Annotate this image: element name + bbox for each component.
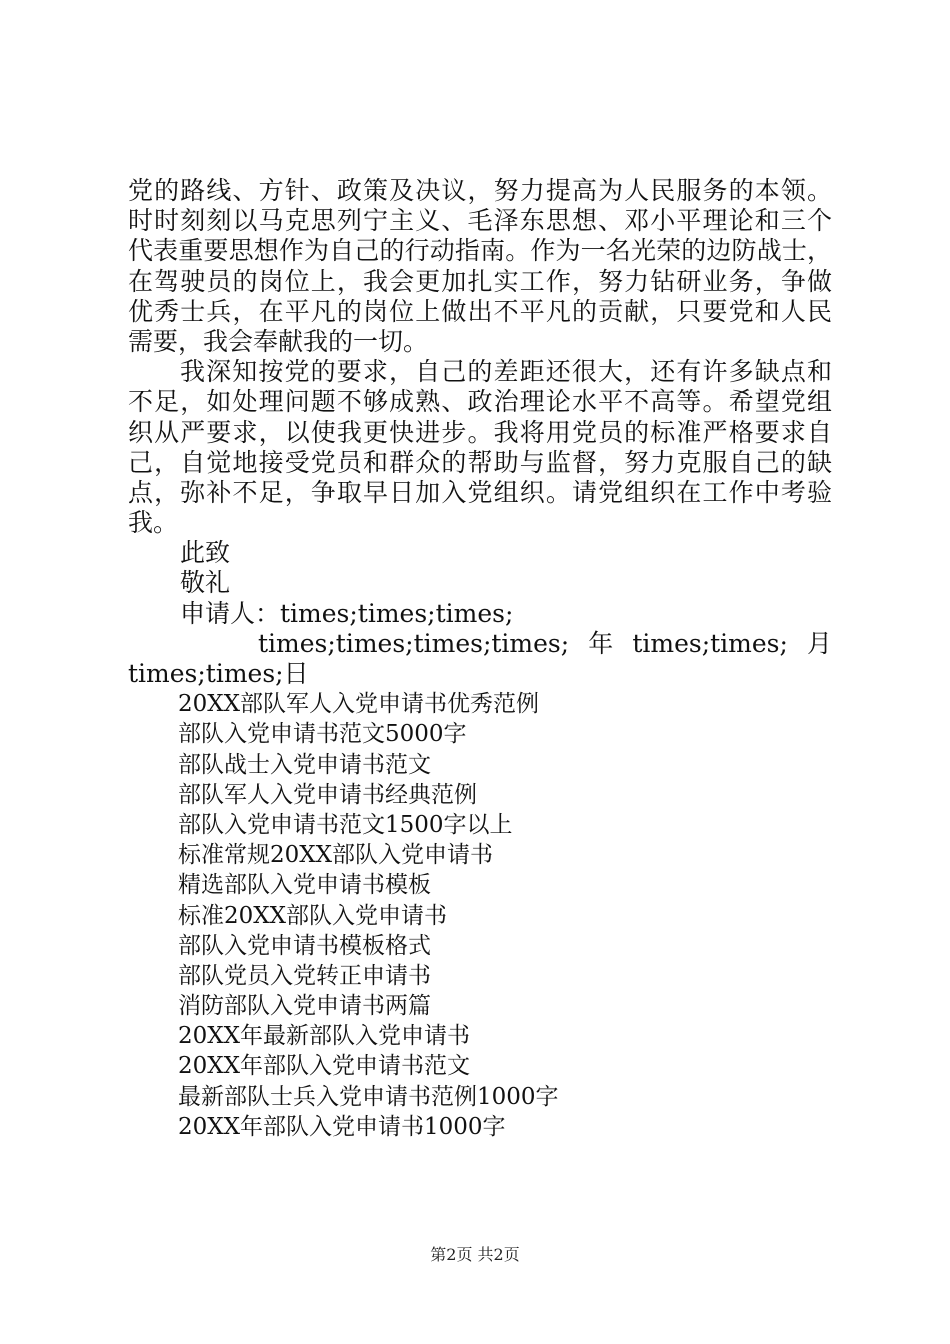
related-link[interactable]: 20XX年最新部队入党申请书 xyxy=(178,1023,471,1050)
related-link[interactable]: 部队入党申请书范文1500字以上 xyxy=(178,811,513,838)
related-link[interactable]: 精选部队入党申请书模板 xyxy=(178,872,431,899)
date-month-value: times;times; xyxy=(632,628,788,658)
paragraph-2 xyxy=(128,357,832,538)
text-line: 时时刻刻以马克思列宁主义、毛泽东思想、邓小平理论和三个 xyxy=(128,206,832,236)
date-day-line: times;times;日 xyxy=(128,659,309,688)
related-link[interactable]: 20XX部队军人入党申请书优秀范例 xyxy=(178,691,540,718)
related-link[interactable]: 部队入党申请书模板格式 xyxy=(178,932,431,959)
related-links-list xyxy=(128,689,832,1142)
text-line: 点，弥补不足，争取早日加入党组织。请党组织在工作中考验 xyxy=(128,477,832,507)
text-line: 在驾驶员的岗位上，我会更加扎实工作，努力钻研业务，争做 xyxy=(128,266,832,296)
text-line: 己，自觉地接受党员和群众的帮助与监督，努力克服自己的缺 xyxy=(128,447,832,477)
text-line: 我深知按党的要求，自己的差距还很大，还有许多缺点和 xyxy=(180,357,832,387)
date-year-value: times;times;times;times; xyxy=(258,628,570,658)
document-body xyxy=(128,176,832,1142)
closing-regards: 敬礼 xyxy=(180,568,231,598)
applicant-line: 申请人：times;times;times; xyxy=(180,598,514,628)
related-link[interactable]: 标准常规20XX部队入党申请书 xyxy=(178,842,494,869)
date-month-label: 月 xyxy=(806,628,832,658)
text-line: 我。 xyxy=(128,508,179,538)
page-number-footer: 第2页 共2页 xyxy=(430,1245,520,1264)
date-line xyxy=(128,629,832,659)
related-link[interactable]: 消防部队入党申请书两篇 xyxy=(178,993,431,1020)
related-link[interactable]: 部队入党申请书范文5000字 xyxy=(178,721,467,748)
text-line: 党的路线、方针、政策及决议，努力提高为人民服务的本领。 xyxy=(128,176,832,205)
related-link[interactable]: 部队党员入党转正申请书 xyxy=(178,962,431,989)
related-link[interactable]: 部队战士入党申请书范文 xyxy=(178,751,431,778)
text-line: 优秀士兵，在平凡的岗位上做出不平凡的贡献，只要党和人民 xyxy=(128,296,832,326)
related-link[interactable]: 标准20XX部队入党申请书 xyxy=(178,902,448,929)
closing-salutation: 此致 xyxy=(180,538,231,568)
related-link[interactable]: 最新部队士兵入党申请书范例1000字 xyxy=(178,1083,559,1110)
paragraph-1 xyxy=(128,176,832,357)
text-line: 需要，我会奉献我的一切。 xyxy=(128,326,429,356)
related-link[interactable]: 20XX年部队入党申请书1000字 xyxy=(178,1113,506,1140)
related-link[interactable]: 20XX年部队入党申请书范文 xyxy=(178,1053,471,1080)
text-line: 织从严要求，以使我更快进步。我将用党员的标准严格要求自 xyxy=(128,417,832,447)
related-link[interactable]: 部队军人入党申请书经典范例 xyxy=(178,781,477,808)
text-line: 代表重要思想作为自己的行动指南。作为一名光荣的边防战士， xyxy=(128,236,832,266)
date-year-label: 年 xyxy=(588,628,614,658)
text-line: 不足，如处理问题不够成熟、政治理论水平不高等。希望党组 xyxy=(128,387,832,417)
